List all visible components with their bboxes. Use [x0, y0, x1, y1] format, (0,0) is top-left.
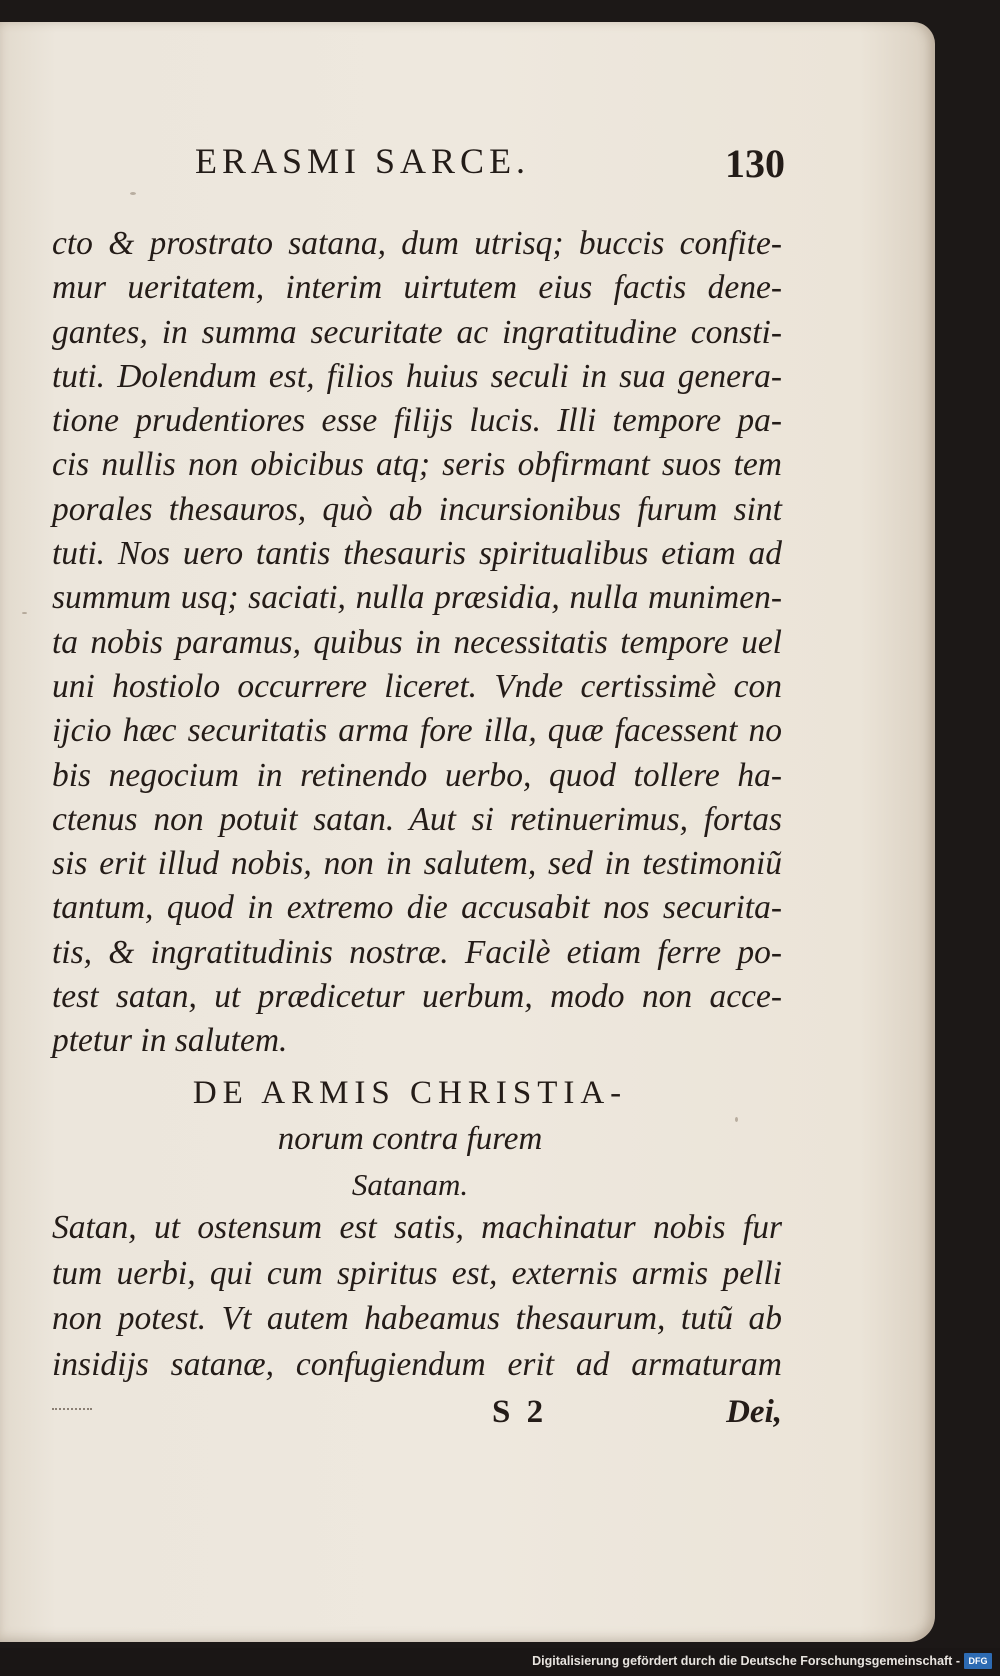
text-line: Satan, ut ostensum est satis, machinatur nobis fur: [52, 1209, 782, 1246]
text-line: sis erit illud nobis, non in salutem, sed in testimoniũ: [52, 845, 782, 883]
body-text-block-2: [52, 1205, 782, 1387]
text-line: ctenus non potuit satan. Aut si retinuerimus, fortas: [52, 800, 782, 838]
text-line: mur ueritatem, interim uirtutem eius factis dene-: [52, 269, 782, 307]
text-line: tuti. Dolendum est, filios huius seculi in sua genera-: [52, 357, 782, 395]
paper-speck: [735, 1117, 738, 1122]
text-line: tuti. Nos uero tantis thesauris spiritualibus etiam ad: [52, 535, 782, 573]
text-line: porales thesauros, quò ab incursionibus furum sint: [52, 490, 782, 528]
text-line: uni hostiolo occurrere liceret. Vnde certissimè con: [52, 667, 782, 705]
stray-ink-mark: [52, 1408, 92, 1412]
text-line: gantes, in summa securitate ac ingratitudine consti-: [52, 313, 782, 351]
text-line: tis, & ingratitudinis nostræ. Facilè etiam ferre po-: [52, 933, 782, 971]
text-line: test satan, ut prædicetur uerbum, modo non acce-: [52, 978, 782, 1016]
text-line: bis negocium in retinendo uerbo, quod tollere ha-: [52, 756, 782, 794]
heading-line: norum contra furem: [277, 1121, 543, 1157]
text-line: tum uerbi, qui cum spiritus est, externis armis pelli: [52, 1254, 782, 1292]
signature-mark: S 2: [492, 1394, 548, 1430]
text-line: cis nullis non obicibus atq; seris obfirmant suos tem: [52, 446, 782, 484]
text-line: non potest. Vt autem habeamus thesaurum, tutũ ab: [52, 1300, 782, 1337]
text-line: tione prudentiores esse filijs lucis. Illi tempore pa-: [52, 402, 782, 440]
text-line: cto & prostrato satana, dum utrisq; buccis confite-: [52, 225, 782, 262]
catchword: Dei,: [726, 1394, 782, 1430]
text-line: insidijs satanæ, confugiendum erit ad armaturam: [52, 1345, 782, 1383]
heading-line: Satanam.: [351, 1167, 469, 1202]
credit-bar: [0, 1648, 1000, 1676]
heading-line: DE ARMIS CHRISTIA-: [192, 1075, 628, 1111]
text-line: ptetur in salutem.: [52, 1022, 288, 1060]
page-content: [0, 22, 935, 1642]
paper-speck: [22, 612, 27, 614]
text-line: summum usq; saciati, nulla præsidia, nulla munimen-: [52, 579, 782, 617]
paper-speck: [130, 192, 136, 195]
body-text-block: [52, 222, 782, 1064]
dfg-logo-icon: DFG: [964, 1653, 992, 1669]
section-heading: [140, 1070, 680, 1208]
credit-text: Digitalisierung gefördert durch die Deutsche Forschungsgemeinschaft -: [532, 1654, 960, 1668]
page-footer: [52, 1394, 782, 1438]
text-line: ta nobis paramus, quibus in necessitatis tempore uel: [52, 623, 782, 661]
book-page: [0, 22, 935, 1642]
text-line: tantum, quod in extremo die accusabit nos securita-: [52, 889, 782, 927]
text-line: ijcio hæc securitatis arma fore illa, quæ facessent no: [52, 712, 782, 750]
running-head: [195, 140, 785, 192]
running-title: ERASMI SARCE.: [195, 141, 531, 181]
page-number: 130: [725, 141, 785, 186]
